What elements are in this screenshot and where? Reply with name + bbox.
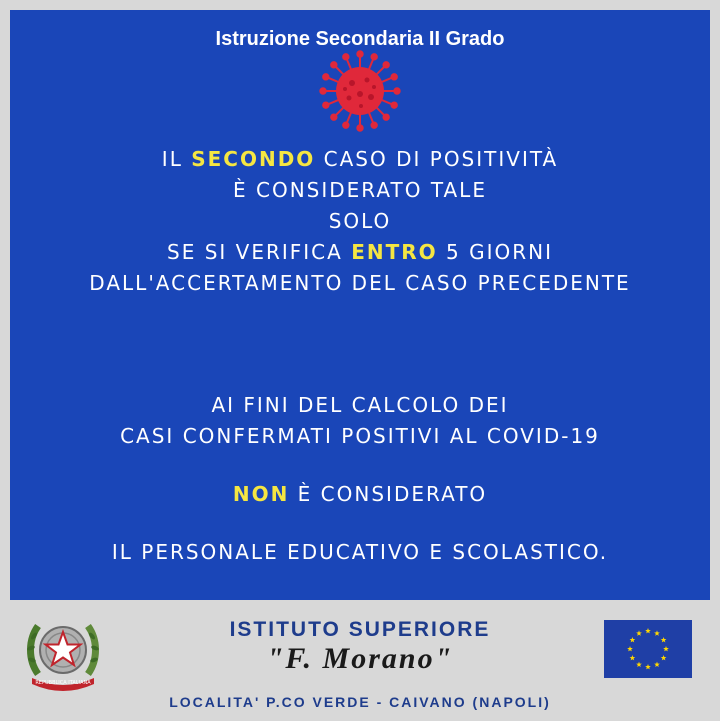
- rule-text-block: [10, 144, 710, 299]
- text-fragment: SE SI VERIFICA: [167, 240, 352, 264]
- text-fragment: È CONSIDERATO: [289, 482, 488, 506]
- eu-flag: [604, 620, 692, 678]
- institute-name: "F. Morano": [266, 642, 454, 675]
- text-line: IL PERSONALE EDUCATIVO E SCOLASTICO.: [111, 540, 609, 564]
- text-fragment: IL: [161, 147, 192, 171]
- emblem-caption: REPUBBLICA ITALIANA: [35, 680, 91, 686]
- highlight-word: SECONDO: [191, 147, 316, 171]
- text-fragment: CASO DI POSITIVITÀ: [315, 147, 559, 171]
- text-line: [10, 479, 710, 510]
- institute-location: LOCALITA' P.CO VERDE - CAIVANO (NAPOLI): [169, 694, 551, 710]
- info-panel: [10, 10, 710, 600]
- text-line: È CONSIDERATO TALE: [233, 178, 487, 202]
- highlight-word: NON: [232, 482, 290, 506]
- text-line: CASI CONFERMATI POSITIVI AL COVID-19: [120, 424, 600, 448]
- exclusion-text-block: [10, 537, 710, 568]
- page-title: Istruzione Secondaria II Grado: [215, 28, 505, 50]
- coronavirus-icon: [319, 50, 401, 132]
- text-line: [10, 144, 710, 175]
- text-line: DALL'ACCERTAMENTO DEL CASO PRECEDENTE: [89, 271, 631, 295]
- institute-title: ISTITUTO SUPERIORE: [229, 618, 491, 641]
- text-fragment: 5 GIORNI: [437, 240, 553, 264]
- exclusion-text-block: [10, 479, 710, 510]
- text-line: SOLO: [328, 209, 392, 233]
- exclusion-text-block: [10, 390, 710, 452]
- highlight-word: ENTRO: [351, 240, 438, 264]
- text-line: AI FINI DEL CALCOLO DEI: [211, 393, 509, 417]
- text-line: [10, 237, 710, 268]
